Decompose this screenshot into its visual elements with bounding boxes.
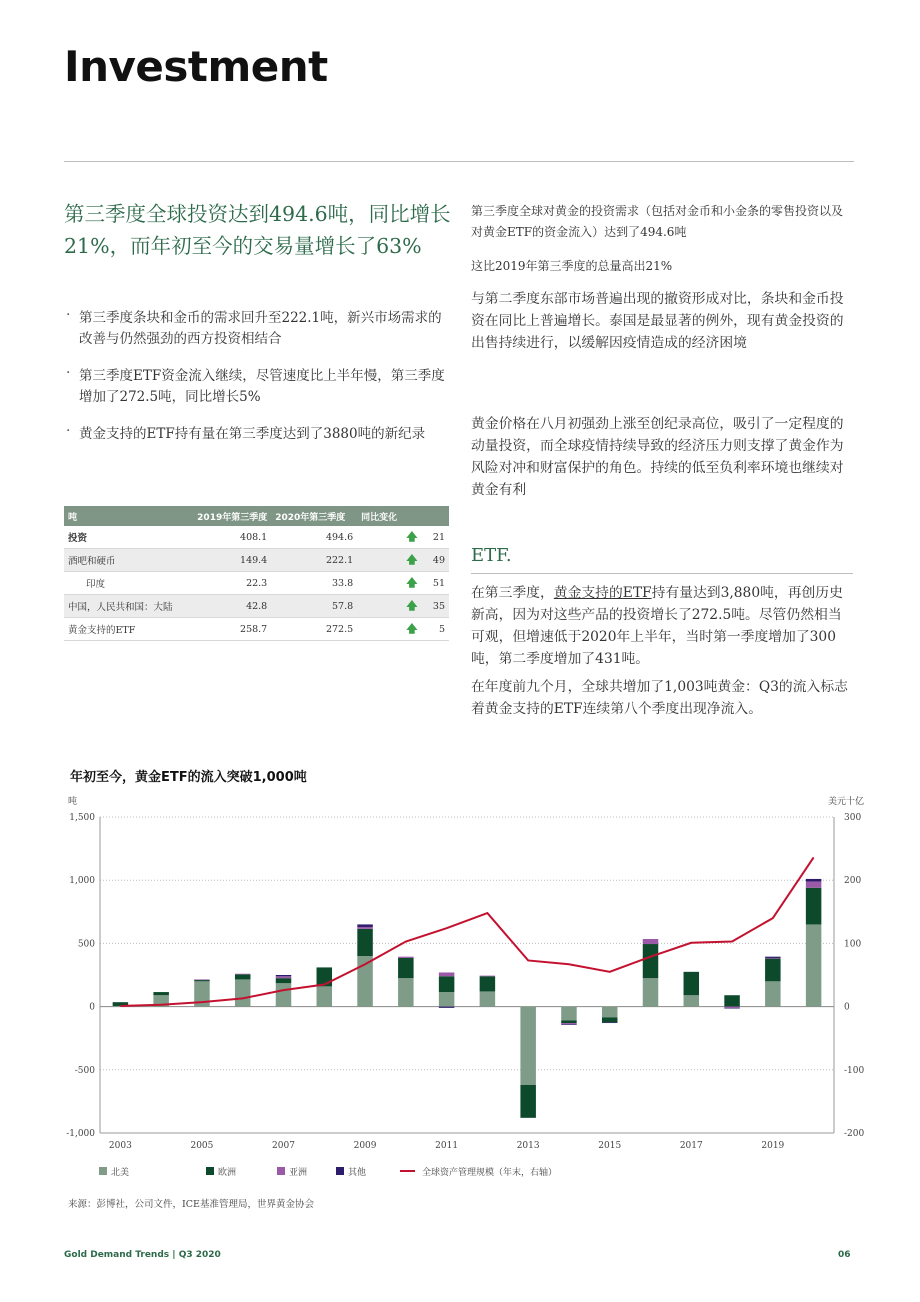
bar-segment — [235, 979, 250, 1006]
table-header-row — [64, 506, 449, 526]
value-change: 21 — [422, 526, 449, 549]
x-tick-label: 2009 — [353, 1141, 377, 1151]
title-divider — [64, 161, 854, 162]
col-header-2019: 2019年第三季度 — [189, 506, 271, 526]
bar-segment — [561, 1024, 576, 1025]
bar-segment — [398, 957, 413, 958]
value-2019: 22.3 — [189, 572, 271, 595]
value-2019: 149.4 — [189, 549, 271, 572]
bar-segment — [765, 957, 780, 958]
bar-segment — [439, 976, 454, 992]
y-tick-label: 1,500 — [69, 813, 95, 823]
etf-ytd-paragraph: 在年度前九个月，全球共增加了1,003吨黄金：Q3的流入标志着黄金支持的ETF连续第八个季度出现净流入。 — [471, 679, 848, 717]
etf-heading: ETF. — [471, 545, 512, 566]
bar-segment — [806, 924, 821, 1006]
y2-tick-label: 0 — [844, 1002, 850, 1013]
arrow-up-icon: 🡅 — [406, 529, 418, 543]
key-point: · 第三季度条块和金币的需求回升至222.1吨，新兴市场需求的改善与仍然强劲的西方投资相结合 — [66, 308, 446, 350]
arrow-up-icon: 🡅 — [406, 552, 418, 566]
x-tick-label: 2011 — [435, 1141, 459, 1151]
bar-segment — [439, 972, 454, 976]
x-tick-label: 2019 — [761, 1141, 785, 1151]
bar-segment — [561, 1021, 576, 1024]
legend-label: 亚洲 — [289, 1168, 308, 1178]
row-label: 中国，人民共和国：大陆 — [64, 595, 189, 618]
bar-segment — [480, 991, 495, 1006]
bar-segment — [765, 958, 780, 959]
bar-segment — [153, 992, 168, 995]
y-tick-label: 500 — [77, 939, 95, 950]
y2-tick-label: 100 — [844, 939, 862, 950]
bar-segment — [317, 986, 332, 1006]
table-row — [64, 572, 449, 595]
bar-segment — [357, 927, 372, 929]
bar-segment — [235, 974, 250, 979]
bar-segment — [724, 1007, 739, 1008]
table-row — [64, 549, 449, 572]
bar-segment — [480, 976, 495, 977]
bar-segment — [602, 1007, 617, 1018]
y2-tick-label: 300 — [844, 813, 862, 823]
col-header-2020: 2020年第三季度 — [271, 506, 357, 526]
bar-segment — [520, 1085, 535, 1118]
bar-segment — [398, 978, 413, 1006]
y2-tick-label: 200 — [844, 876, 862, 887]
bar-segment — [520, 1007, 535, 1085]
etf-flows-chart — [0, 785, 920, 1185]
row-label: 酒吧和硬币 — [64, 549, 189, 572]
key-points-list — [66, 308, 446, 461]
etf-link[interactable]: 黄金支持的ETF — [553, 585, 652, 601]
y2-tick-label: -100 — [844, 1065, 865, 1076]
value-change: 5 — [422, 618, 449, 641]
row-label: 投资 — [64, 526, 189, 549]
bar-segment — [439, 1007, 454, 1008]
col-header-value — [422, 506, 449, 526]
row-label: 印度 — [64, 572, 189, 595]
bar-segment — [439, 992, 454, 1007]
bar-segment — [806, 888, 821, 925]
arrow-up-icon: 🡅 — [406, 621, 418, 635]
etf-paragraph — [471, 582, 851, 670]
value-2020: 57.8 — [271, 595, 357, 618]
bar-segment — [806, 881, 821, 887]
bar-segment — [684, 972, 699, 995]
bar-segment — [357, 924, 372, 927]
source-note: 来源：彭博社，公司文件，ICE基准管理局，世界黄金协会 — [68, 1199, 314, 1210]
legend-swatch — [206, 1167, 214, 1175]
page-title: Investment — [64, 42, 328, 91]
bar-segment — [194, 979, 209, 980]
price-paragraph: 黄金价格在八月初强劲上涨至创纪录高位，吸引了一定程度的动量投资，而全球疫情持续导致的经济压力则支撑了黄金作为风险对冲和财富保护的角色。持续的低至负利率环境也继续对黄金有利 — [471, 416, 844, 498]
arrow-up-icon: 🡅 — [406, 598, 418, 612]
etf-text: 持有量达到3,880吨，再创历史新高，因为对这些产品的投资增长了272.5吨。尽管仍然相当可观，但增速低于2020年上半年，当时第一季度增加了300吨，第二季度增加了431吨。 — [471, 585, 843, 667]
intro-paragraph: 第三季度全球对黄金的投资需求（包括对金币和小金条的零售投资以及对黄金ETF的资金流入）达到了494.6吨 — [471, 204, 844, 239]
bar-segment — [643, 944, 658, 978]
table-row — [64, 595, 449, 618]
col-header-unit: 吨 — [64, 506, 189, 526]
bar-segment — [561, 1007, 576, 1021]
bar-segment — [480, 976, 495, 991]
bar-segment — [357, 929, 372, 956]
legend-label: 全球资产管理规模（年末，右轴） — [422, 1168, 558, 1178]
bar-segment — [561, 1023, 576, 1024]
value-2020: 494.6 — [271, 526, 357, 549]
legend-swatch — [336, 1167, 344, 1175]
legend-swatch — [277, 1167, 285, 1175]
x-tick-label: 2005 — [190, 1141, 214, 1151]
value-change: 35 — [422, 595, 449, 618]
chart-title: 年初至今，黄金ETF的流入突破1,000吨 — [70, 770, 307, 785]
value-2019: 408.1 — [189, 526, 271, 549]
bar-segment — [643, 978, 658, 1006]
key-point: · 黄金支持的ETF持有量在第三季度达到了3880吨的新纪录 — [66, 424, 446, 445]
section-headline: 第三季度全球投资达到494.6吨，同比增长21%，而年初至今的交易量增长了63% — [64, 202, 451, 258]
x-tick-label: 2017 — [679, 1141, 703, 1151]
etf-divider — [471, 573, 853, 574]
x-tick-label: 2003 — [108, 1141, 132, 1151]
bar-segment — [235, 974, 250, 975]
y-tick-label: -1,000 — [66, 1129, 95, 1139]
bar-segment — [602, 1017, 617, 1022]
y-axis-unit-label: 吨 — [68, 797, 78, 807]
x-tick-label: 2013 — [516, 1141, 540, 1151]
row-label: 黄金支持的ETF — [64, 618, 189, 641]
coins-paragraph: 与第二季度东部市场普遍出现的撤资形成对比，条块和金币投资在同比上普遍增长。泰国是最显著的例外，现有黄金投资的出售持续进行，以缓解因疫情造成的经济困境 — [471, 291, 844, 351]
bar-segment — [724, 995, 739, 1006]
value-2020: 222.1 — [271, 549, 357, 572]
y-tick-label: -500 — [74, 1065, 95, 1076]
bar-segment — [602, 1022, 617, 1023]
legend-swatch — [99, 1167, 107, 1175]
bar-segment — [806, 879, 821, 882]
bar-segment — [765, 981, 780, 1006]
page-number: 06 — [838, 1250, 851, 1260]
bar-segment — [276, 976, 291, 978]
legend-label: 欧洲 — [218, 1168, 237, 1178]
value-2019: 42.8 — [189, 595, 271, 618]
value-2020: 272.5 — [271, 618, 357, 641]
comparison-paragraph: 这比2019年第三季度的总量高出21% — [471, 259, 673, 273]
etf-text: 在第三季度， — [471, 585, 554, 601]
bar-segment — [724, 1008, 739, 1009]
x-tick-label: 2007 — [272, 1141, 295, 1151]
legend-label: 北美 — [111, 1168, 130, 1178]
y2-axis-unit-label: 美元十亿 — [827, 797, 864, 807]
value-change: 49 — [422, 549, 449, 572]
legend-label: 其他 — [348, 1168, 367, 1178]
bar-segment — [765, 959, 780, 982]
value-change: 51 — [422, 572, 449, 595]
table-row — [64, 526, 449, 549]
table-row — [64, 618, 449, 641]
bar-segment — [643, 939, 658, 944]
bar-segment — [276, 983, 291, 1006]
bar-segment — [194, 980, 209, 981]
bar-segment — [276, 975, 291, 976]
y-tick-label: 1,000 — [69, 876, 95, 887]
bar-segment — [276, 978, 291, 983]
investment-table — [64, 506, 449, 641]
footer-publication: Gold Demand Trends | Q3 2020 — [64, 1250, 221, 1260]
arrow-up-icon: 🡅 — [406, 575, 418, 589]
y2-tick-label: -200 — [844, 1129, 865, 1139]
x-tick-label: 2015 — [598, 1141, 622, 1151]
col-header-change: 同比变化 — [357, 506, 421, 526]
value-2020: 33.8 — [271, 572, 357, 595]
bar-segment — [684, 995, 699, 1006]
key-point: · 第三季度ETF资金流入继续，尽管速度比上半年慢，第三季度增加了272.5吨，同比增长5% — [66, 366, 446, 408]
value-2019: 258.7 — [189, 618, 271, 641]
y-tick-label: 0 — [89, 1002, 95, 1013]
bar-segment — [398, 958, 413, 978]
